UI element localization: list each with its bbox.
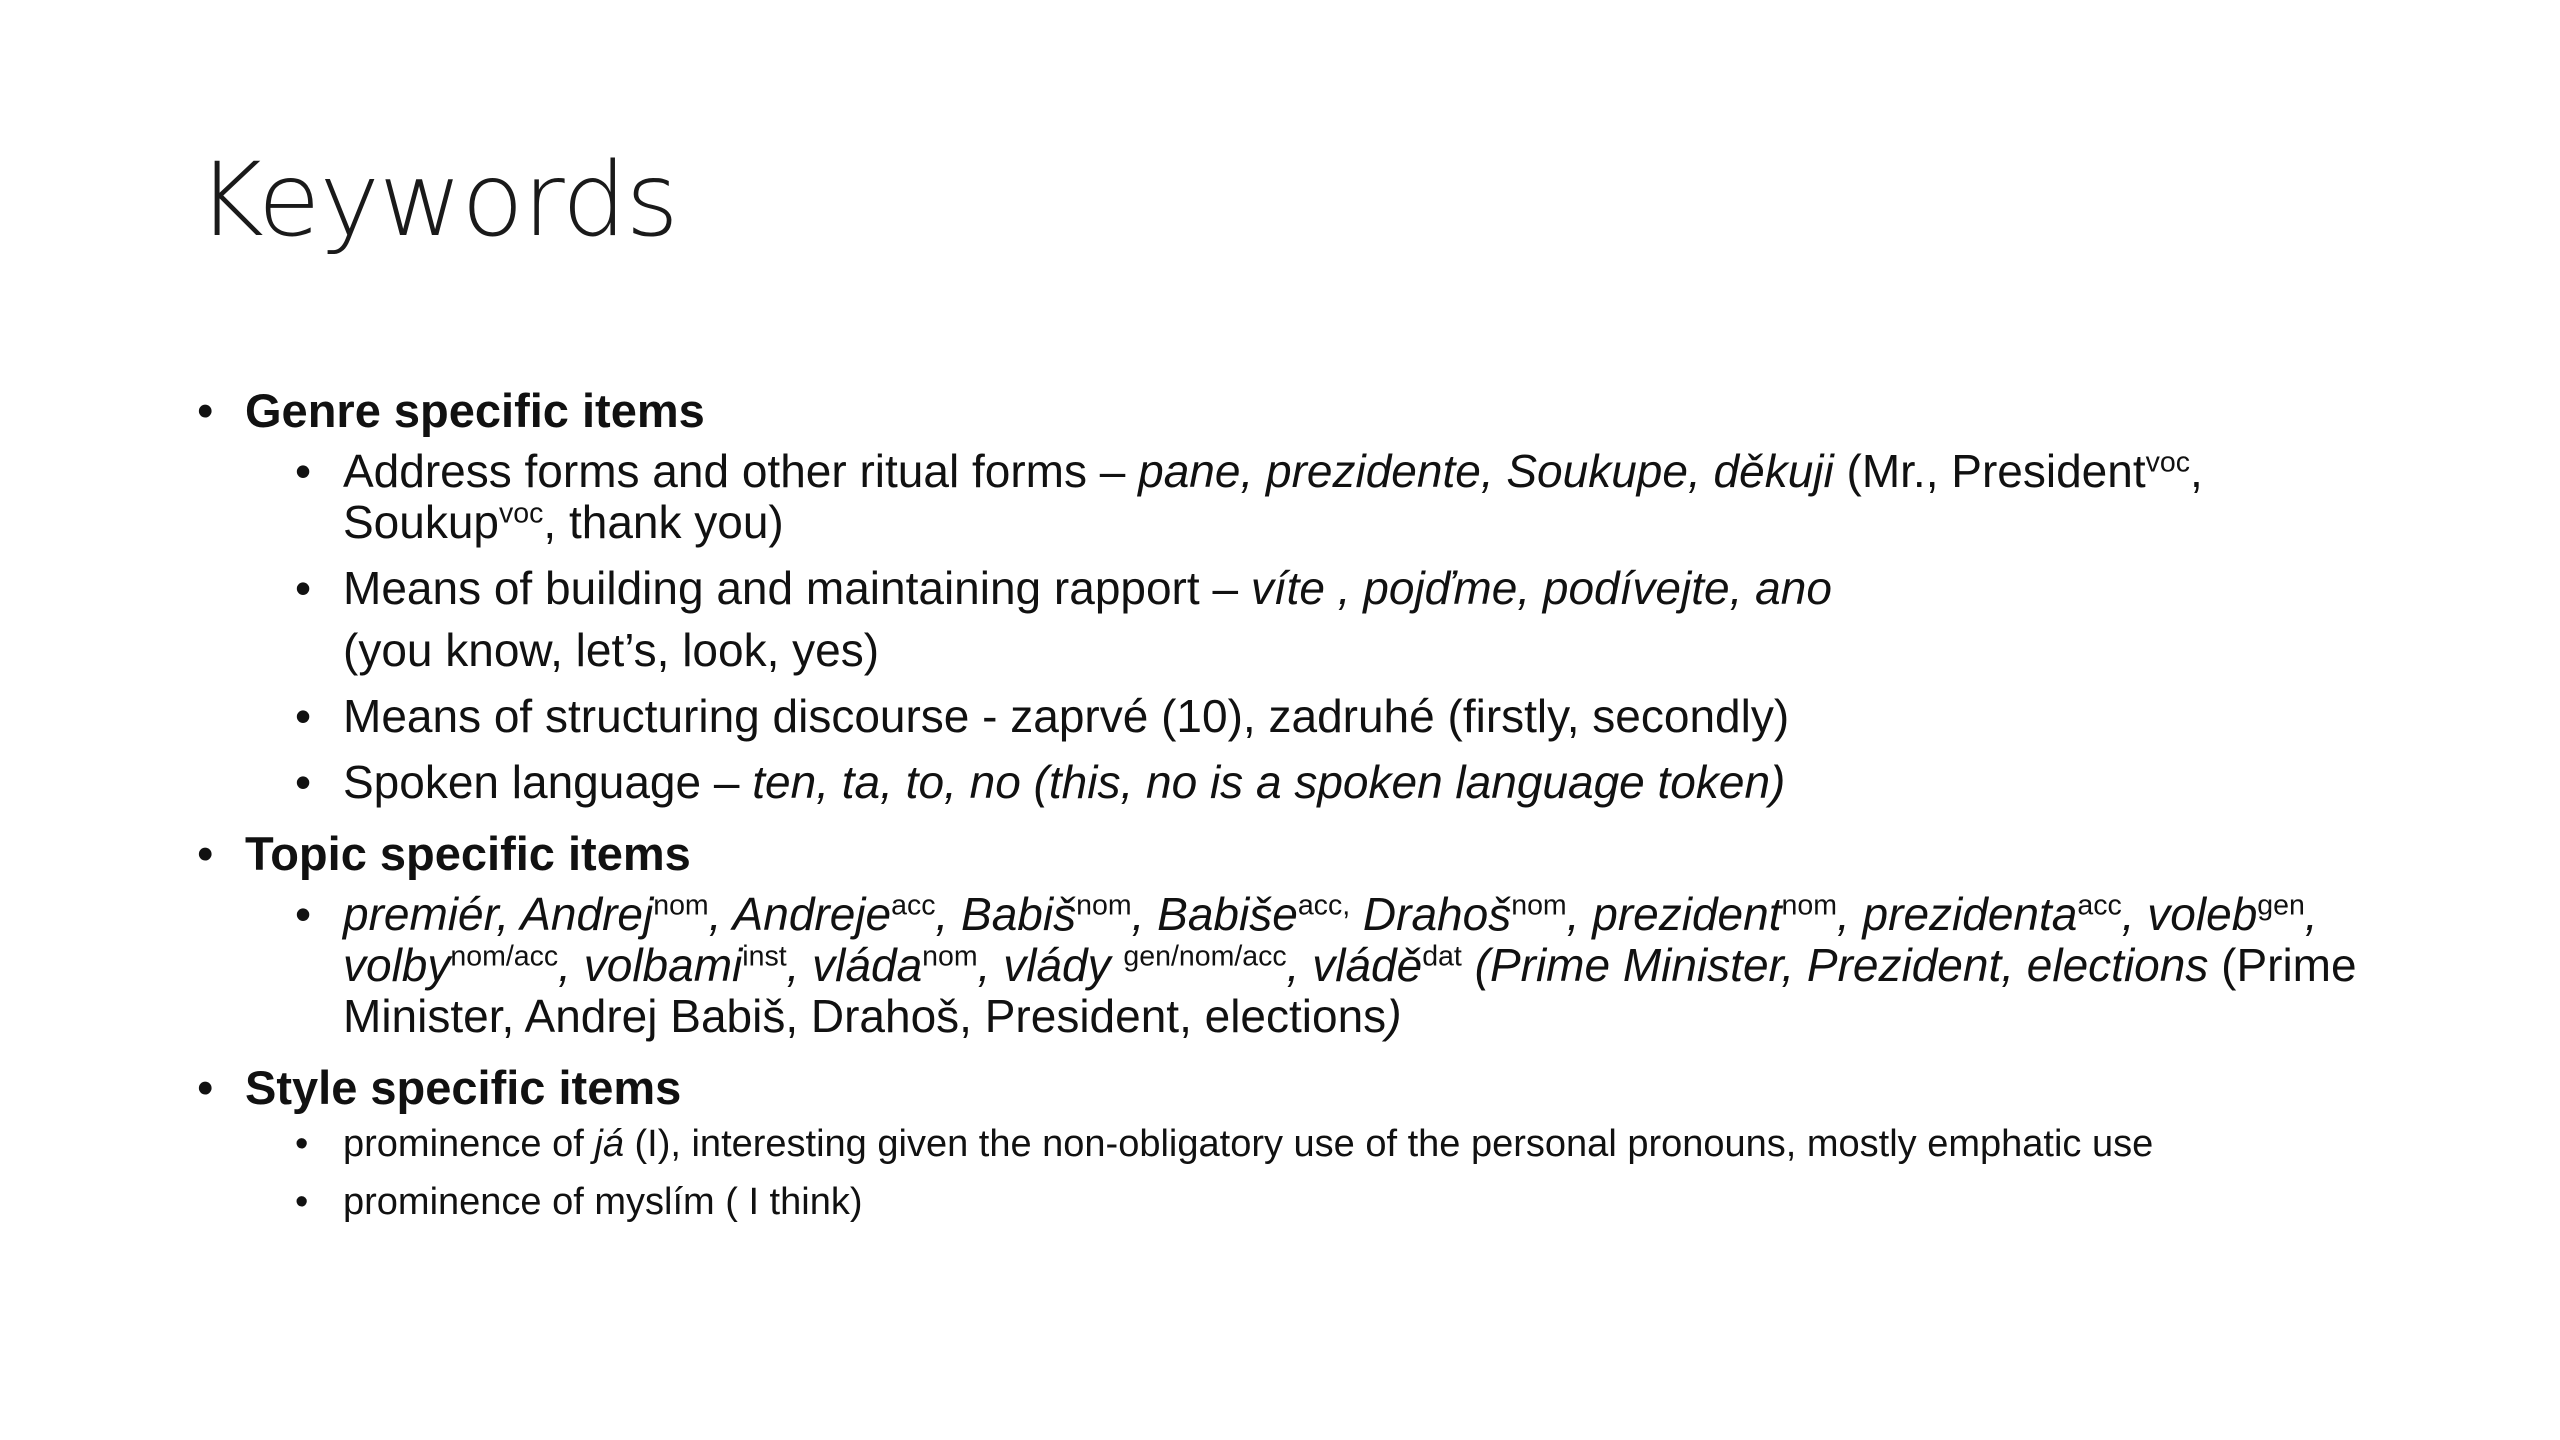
- case-superscript: nom: [1076, 888, 1132, 921]
- keyword: , prezident: [1566, 887, 1782, 940]
- case-superscript: nom: [653, 888, 709, 921]
- section-heading-style: [197, 1062, 2397, 1115]
- item-text: Means of structuring discourse - zaprvé (10), zadruhé (firstly, secondly): [343, 689, 1790, 742]
- slide-title: Keywords: [197, 141, 678, 260]
- bullet-icon: •: [197, 1060, 214, 1114]
- case-superscript: voc: [2145, 445, 2190, 478]
- keyword: , Andreje: [708, 887, 892, 940]
- keyword: , vlády: [977, 938, 1124, 991]
- item-text: Spoken language –: [343, 755, 753, 808]
- bullet-icon: •: [197, 826, 214, 880]
- case-superscript: gen/nom/acc: [1123, 939, 1287, 972]
- item-text: prominence of: [343, 1123, 595, 1166]
- case-superscript: nom/acc: [450, 939, 559, 972]
- bullet-icon: •: [295, 887, 312, 940]
- item-italic-text: já: [594, 1123, 624, 1166]
- list-item: [295, 446, 2397, 548]
- section-heading-text: Style specific items: [245, 1060, 682, 1114]
- item-text: (Mr., President: [1833, 444, 2146, 497]
- list-item: [295, 1180, 2397, 1226]
- keyword: , Babiš: [935, 887, 1077, 940]
- list-item: [295, 757, 2397, 808]
- keyword: ): [1386, 989, 1402, 1042]
- keyword: Drahoš: [1350, 887, 1512, 940]
- bullet-icon: •: [295, 444, 312, 497]
- item-text: Means of building and maintaining rapport –: [343, 561, 1251, 614]
- case-superscript: nom: [922, 939, 978, 972]
- bullet-icon: •: [295, 1123, 309, 1166]
- style-items-list: [295, 1122, 2397, 1225]
- bullet-icon: •: [295, 561, 312, 614]
- case-superscript: voc: [499, 497, 544, 529]
- keyword: , Babiše: [1131, 887, 1298, 940]
- keyword: , volbami: [558, 938, 743, 991]
- case-superscript: acc: [891, 888, 936, 921]
- item-text: Address forms and other ritual forms –: [343, 444, 1139, 497]
- item-text: , thank you): [543, 495, 784, 548]
- case-superscript: nom: [1511, 888, 1567, 921]
- section-heading-topic: [197, 828, 2397, 881]
- section-heading-genre: [197, 385, 2397, 438]
- list-item: [295, 563, 2397, 614]
- list-item: [295, 889, 2397, 1042]
- item-italic-text: pane, prezidente, Soukupe, děkuji: [1138, 444, 1834, 497]
- item-italic-text: víte , pojďme, podívejte, ano: [1250, 561, 1832, 614]
- bullet-icon: •: [197, 384, 214, 437]
- keyword: , voleb: [2121, 887, 2258, 940]
- keyword: , vládě: [1286, 938, 1423, 991]
- bullet-icon: •: [295, 689, 312, 742]
- slide-body: [197, 385, 2397, 1245]
- section-heading-text: Genre specific items: [245, 384, 705, 437]
- case-superscript: gen: [2257, 888, 2305, 921]
- keyword: , vláda: [786, 938, 923, 991]
- keyword: (Prime Minister, Prezident, elections: [1461, 938, 2209, 991]
- item-text: (I), interesting given the non-obligatory use of the personal pronouns, mostly emphatic use: [623, 1123, 2154, 1166]
- case-superscript: acc,: [1297, 888, 1351, 921]
- case-superscript: nom: [1781, 888, 1837, 921]
- section-heading-text: Topic specific items: [245, 826, 691, 880]
- keyword: premiér, Andrej: [343, 887, 654, 940]
- item-text: prominence of myslím ( I think): [343, 1180, 863, 1223]
- translation-text: (Prime Minister, Andrej Babiš, Drahoš, President, elections: [343, 938, 2357, 1042]
- case-superscript: dat: [1422, 939, 1462, 972]
- list-item: [295, 691, 2397, 742]
- case-superscript: inst: [742, 939, 787, 972]
- bullet-icon: •: [295, 1180, 309, 1223]
- bullet-icon: •: [295, 755, 312, 808]
- item-text: , Soukup: [343, 444, 2203, 548]
- keyword: , prezidenta: [1836, 887, 2078, 940]
- list-item-continuation: (you know, let’s, look, yes): [343, 623, 880, 676]
- topic-items-list: [295, 889, 2397, 1042]
- case-superscript: acc: [2077, 888, 2122, 921]
- genre-items-list: [295, 446, 2397, 808]
- keyword: , volby: [343, 887, 2318, 991]
- list-item: [295, 1122, 2397, 1168]
- item-italic-text: ten, ta, to, no (this, no is a spoken language token): [752, 755, 1786, 808]
